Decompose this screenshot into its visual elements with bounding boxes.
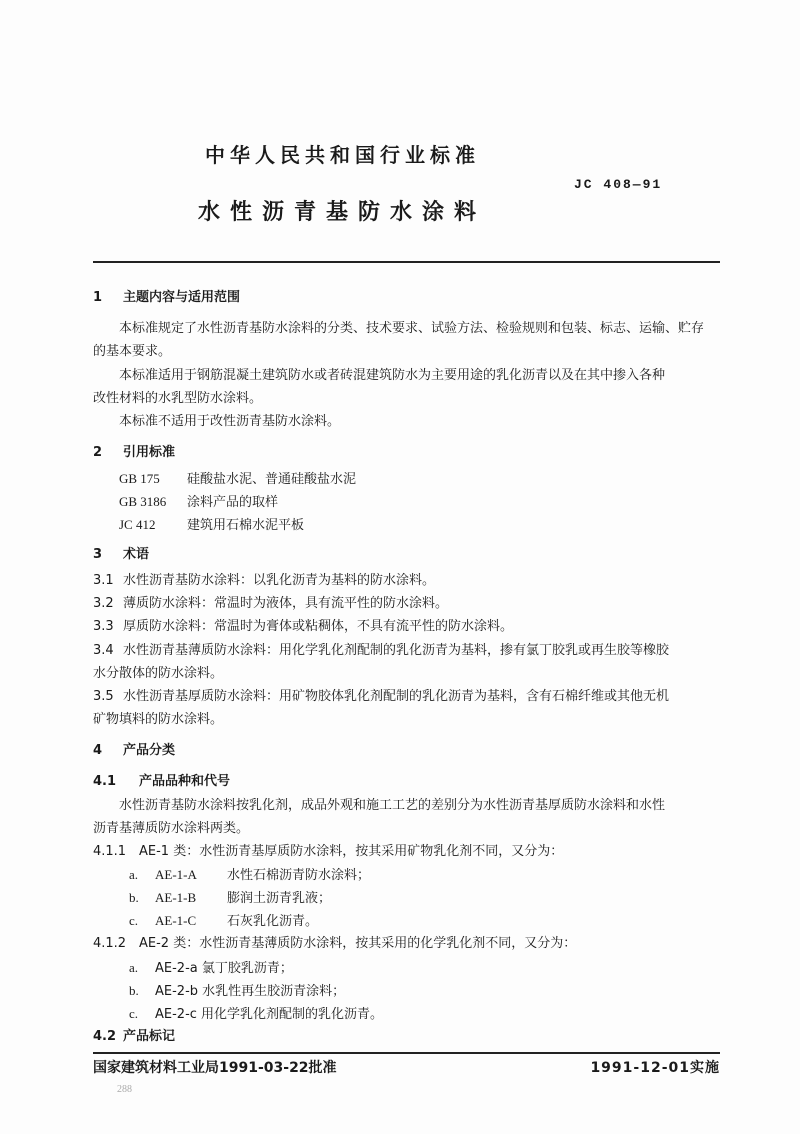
section-4-1-heading: 4.1 产品品种和代号 [93, 774, 231, 789]
list-item: b. AE-2-b 水乳性再生胶沥青涂料； [129, 983, 346, 999]
list-item: a. AE-1-A 水性石棉沥青防水涂料； [129, 867, 371, 883]
term-item: 3.5 水性沥青基厚质防水涂料：用矿物胶体乳化剂配制的乳化沥青为基料，含有石棉纤维或其他无机 [93, 689, 670, 704]
paragraph: 本标准不适用于改性沥青基防水涂料。 [119, 414, 341, 429]
term-item: 3.1 水性沥青基防水涂料：以乳化沥青为基料的防水涂料。 [93, 573, 436, 588]
term-item: 3.3 厚质防水涂料：常温时为膏体或粘稠体，不具有流平性的防水涂料。 [93, 619, 514, 634]
reference-item: GB 3186 涂料产品的取样 [119, 494, 279, 510]
section-3-heading: 3 术语 [93, 547, 150, 562]
section-2-heading: 2 引用标准 [93, 445, 176, 460]
list-item: b. AE-1-B 膨润土沥青乳液； [129, 890, 332, 906]
term-item: 3.2 薄质防水涂料：常温时为液体，具有流平性的防水涂料。 [93, 596, 449, 611]
standard-code: JC 408—91 [574, 177, 663, 192]
reference-item: JC 412 建筑用石棉水泥平板 [119, 517, 305, 533]
paragraph: 改性材料的水乳型防水涂料。 [93, 391, 263, 406]
section-1-heading: 1 主题内容与适用范围 [93, 290, 241, 305]
list-item: c. AE-1-C 石灰乳化沥青。 [129, 913, 319, 929]
effective-date: 1991-12-01实施 [590, 1060, 720, 1076]
paragraph: 水性沥青基防水涂料按乳化剂，成品外观和施工工艺的差别分为水性沥青基厚质防水涂料和水性 [119, 798, 666, 813]
reference-item: GB 175 硅酸盐水泥、普通硅酸盐水泥 [119, 471, 357, 487]
list-item: c. AE-2-c 用化学乳化剂配制的乳化沥青。 [129, 1006, 384, 1022]
section-4-heading: 4 产品分类 [93, 743, 176, 758]
term-item-cont: 水分散体的防水涂料。 [93, 666, 224, 681]
paragraph: 沥青基薄质防水涂料两类。 [93, 821, 250, 836]
approval-date: 国家建筑材料工业局1991-03-22批准 [93, 1060, 337, 1076]
header-rule [93, 261, 720, 263]
clause-4-1-2: 4.1.2 AE-2 类：水性沥青基薄质防水涂料，按其采用的化学乳化剂不同，又分为： [93, 936, 577, 951]
term-item-cont: 矿物填料的防水涂料。 [93, 712, 224, 727]
paragraph: 的基本要求。 [93, 344, 172, 359]
section-4-2-heading: 4.2 产品标记 [93, 1029, 176, 1044]
paragraph: 本标准规定了水性沥青基防水涂料的分类、技术要求、试验方法、检验规则和包装、标志、运输、贮存 [119, 321, 705, 336]
clause-4-1-1: 4.1.1 AE-1 类：水性沥青基厚质防水涂料，按其采用矿物乳化剂不同，又分为： [93, 844, 564, 859]
paragraph: 本标准适用于钢筋混凝土建筑防水或者砖混建筑防水为主要用途的乳化沥青以及在其中掺入各种 [119, 368, 666, 383]
list-item: a. AE-2-a 氯丁胶乳沥青； [129, 960, 293, 976]
org-title: 中华人民共和国行业标准 [205, 143, 480, 167]
page-number: 288 [117, 1084, 132, 1095]
footer-rule [93, 1052, 720, 1054]
document-title: 水性沥青基防水涂料 [198, 200, 487, 225]
term-item: 3.4 水性沥青基薄质防水涂料：用化学乳化剂配制的乳化沥青为基料，掺有氯丁胶乳或再生胶等橡胶 [93, 643, 670, 658]
